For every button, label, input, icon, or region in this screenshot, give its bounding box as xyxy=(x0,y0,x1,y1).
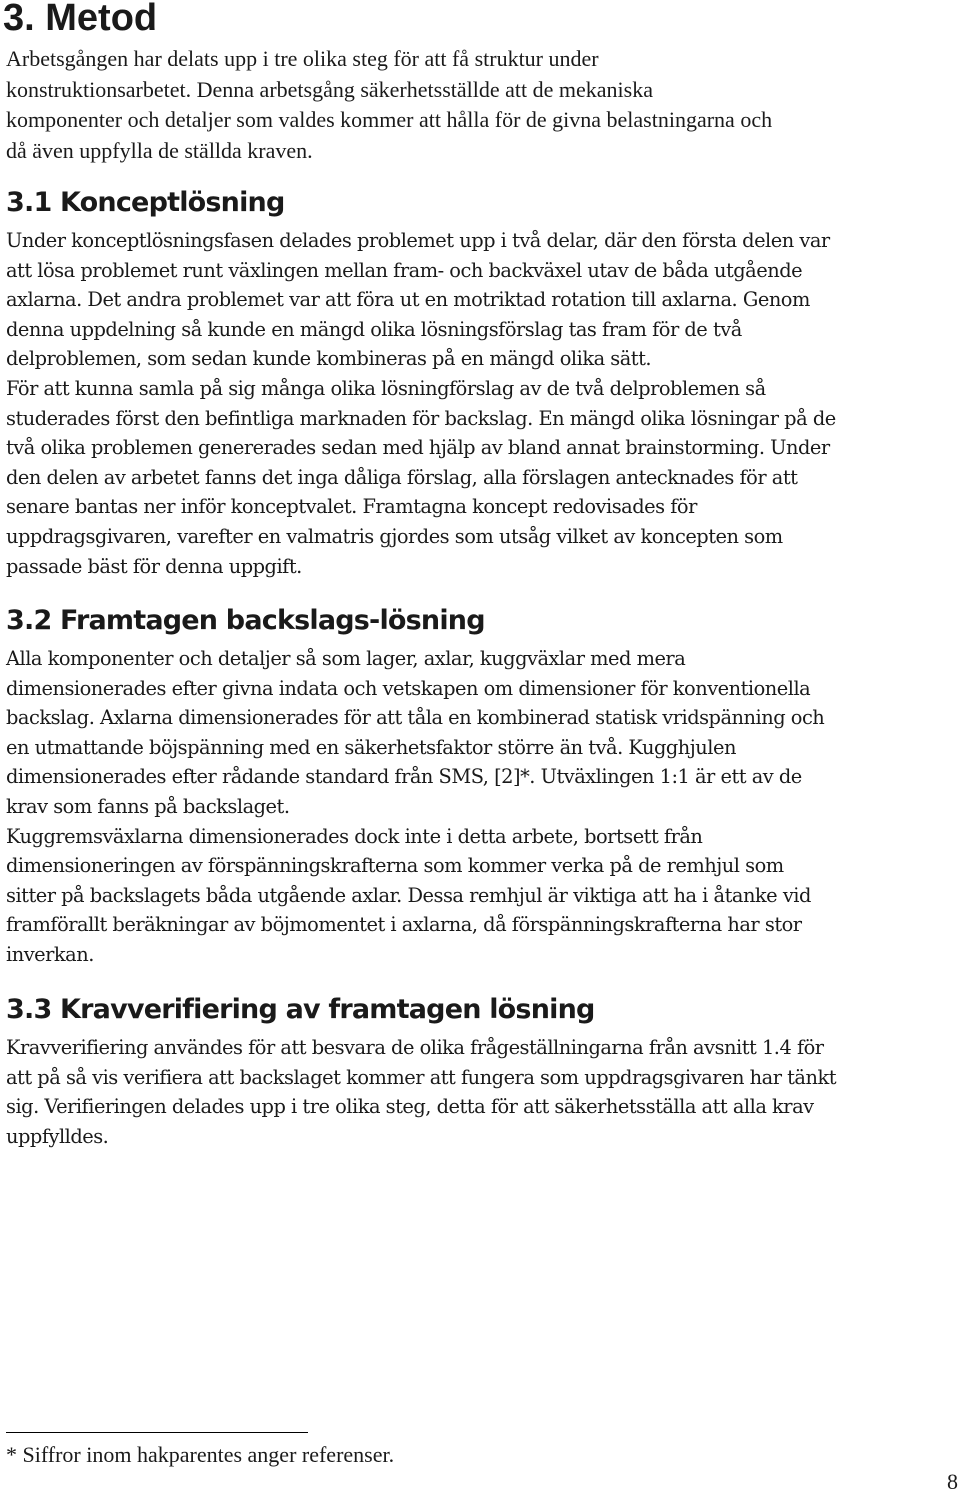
text-line: Arbetsgången har delats upp i tre olika steg för att få struktur under xyxy=(6,46,599,71)
text-line: dimensioneringen av förspänningskrafterna som kommer verka på de remhjul som xyxy=(6,854,784,878)
text-line: den delen av arbetet fanns det inga dåliga förslag, alla förslagen antecknades för att xyxy=(6,465,798,489)
page-number: 8 xyxy=(947,1469,958,1494)
text-line: dimensionerades efter rådande standard från SMS, [2]*. Utväxlingen 1:1 är ett av de xyxy=(6,765,802,789)
text-line: passade bäst för denna uppgift. xyxy=(6,554,302,578)
section-body-3-1 xyxy=(6,226,956,581)
footnote-divider xyxy=(6,1432,308,1433)
text-line: sig. Verifieringen delades upp i tre olika steg, detta för att säkerhetsställa att alla krav xyxy=(6,1095,814,1119)
text-line: denna uppdelning så kunde en mängd olika lösningsförslag tas fram för de två xyxy=(6,317,742,341)
section-heading-3-1: 3.1 Konceptlösning xyxy=(6,187,285,218)
text-line: konstruktionsarbetet. Denna arbetsgång säkerhetsställde att de mekaniska xyxy=(6,76,653,102)
text-line: backslag. Axlarna dimensionerades för att tåla en kombinerad statisk vridspänning och xyxy=(6,706,825,730)
text-line: Kravverifiering användes för att besvara de olika frågeställningarna från avsnitt 1.4 för xyxy=(6,1036,824,1059)
text-line: delproblemen, som sedan kunde kombineras på en mängd olika sätt. xyxy=(6,347,652,371)
footnote: * Siffror inom hakparentes anger referenser. xyxy=(6,1442,395,1467)
section-heading-3-3: 3.3 Kravverifiering av framtagen lösning xyxy=(6,994,595,1025)
text-line: en utmattande böjspänning med en säkerhetsfaktor större än två. Kugghjulen xyxy=(6,735,736,759)
text-line: framförallt beräkningar av böjmomentet i axlarna, då förspänningskrafterna har stor xyxy=(6,913,802,937)
section-body-3-3 xyxy=(6,1033,956,1151)
text-line: att på så vis verifiera att backslaget kommer att fungera som uppdragsgivaren har tänkt xyxy=(6,1065,837,1089)
text-line: Kuggremsväxlarna dimensionerades dock inte i detta arbete, bortsett från xyxy=(6,824,703,848)
section-body-3-2 xyxy=(6,644,956,970)
text-line: två olika problemen genererades sedan med hjälp av bland annat brainstorming. Under xyxy=(6,436,830,460)
page-heading: 3. Metod xyxy=(3,0,158,39)
text-line: studerades först den befintliga marknaden för backslag. En mängd olika lösningar på de xyxy=(6,406,836,430)
text-line: då även uppfylla de ställda kraven. xyxy=(6,138,313,164)
text-line: sitter på backslagets båda utgående axlar. Dessa remhjul är viktiga att ha i åtanke vid xyxy=(6,883,811,907)
text-line: inverkan. xyxy=(6,942,94,966)
text-line: komponenter och detaljer som valdes kommer att hålla för de givna belastningarna och xyxy=(6,107,773,133)
text-line: uppdragsgivaren, varefter en valmatris gjordes som utsåg vilket av koncepten som xyxy=(6,524,783,548)
text-line: uppfylldes. xyxy=(6,1124,109,1148)
section-heading-3-2: 3.2 Framtagen backslags-lösning xyxy=(6,605,485,636)
text-line: krav som fanns på backslaget. xyxy=(6,794,290,818)
text-line: att lösa problemet runt växlingen mellan fram- och backväxel utav de båda utgående xyxy=(6,258,803,282)
text-line: axlarna. Det andra problemet var att föra ut en motriktad rotation till axlarna. Genom xyxy=(6,288,810,312)
intro-paragraph xyxy=(6,44,956,167)
text-line: Under konceptlösningsfasen delades problemet upp i två delar, där den första delen var xyxy=(6,229,830,252)
text-line: Alla komponenter och detaljer så som lager, axlar, kuggväxlar med mera xyxy=(6,647,686,670)
text-line: senare bantas ner inför konceptvalet. Framtagna koncept redovisades för xyxy=(6,495,697,519)
text-line: dimensionerades efter givna indata och vetskapen om dimensioner för konventionella xyxy=(6,676,811,700)
text-line: För att kunna samla på sig många olika lösningförslag av de två delproblemen så xyxy=(6,376,766,400)
